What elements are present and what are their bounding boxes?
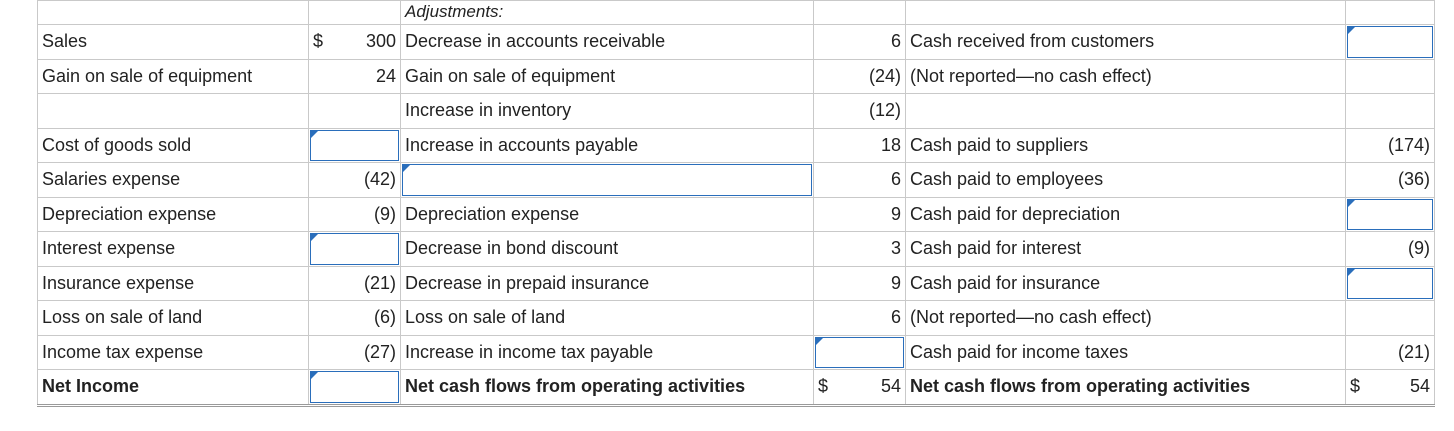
cash-flow-worksheet (37, 0, 1435, 407)
cash-item: Cash paid to employees (906, 163, 1346, 198)
adjustment-amount: 6 (814, 25, 906, 60)
income-item: Cost of goods sold (38, 128, 309, 163)
income-amount: (42) (309, 163, 401, 198)
cash-amount: $ 54 (1346, 370, 1435, 406)
adjustment-item: Increase in inventory (401, 94, 814, 129)
table-row (38, 232, 1435, 267)
cash-amount (1346, 301, 1435, 336)
income-amount: (6) (309, 301, 401, 336)
adjustment-amount: 6 (814, 301, 906, 336)
cash-amount: (21) (1346, 335, 1435, 370)
adjustment-item: Increase in accounts payable (401, 128, 814, 163)
income-item: Insurance expense (38, 266, 309, 301)
cash-amount (1346, 94, 1435, 129)
adjustment-item: Loss on sale of land (401, 301, 814, 336)
income-amount-input[interactable] (309, 128, 401, 163)
cash-item: Cash received from customers (906, 25, 1346, 60)
adjustment-item: Net cash flows from operating activities (401, 370, 814, 406)
total-row (38, 370, 1435, 406)
cash-amount: (174) (1346, 128, 1435, 163)
income-item: Gain on sale of equipment (38, 59, 309, 94)
table-row (38, 335, 1435, 370)
header-row (38, 1, 1435, 25)
answer-input-box[interactable] (310, 233, 399, 265)
cash-amount (1346, 59, 1435, 94)
adjustment-item: Decrease in accounts receivable (401, 25, 814, 60)
income-amount: (21) (309, 266, 401, 301)
net-income-input[interactable] (309, 370, 401, 406)
blank-cell (814, 1, 906, 25)
cash-amount-input[interactable] (1346, 25, 1435, 60)
table-row (38, 94, 1435, 129)
income-item: Interest expense (38, 232, 309, 267)
adjustment-item: Gain on sale of equipment (401, 59, 814, 94)
answer-input-box[interactable] (815, 337, 904, 369)
table-row (38, 266, 1435, 301)
cash-item (906, 94, 1346, 129)
adjustments-header: Adjustments: (401, 1, 814, 25)
cash-item: (Not reported—no cash effect) (906, 59, 1346, 94)
income-item: Loss on sale of land (38, 301, 309, 336)
adjustment-amount: 3 (814, 232, 906, 267)
income-item: Depreciation expense (38, 197, 309, 232)
income-amount (309, 94, 401, 129)
blank-cell (1346, 1, 1435, 25)
answer-input-box[interactable] (1347, 199, 1433, 231)
answer-input-box[interactable] (310, 130, 399, 162)
answer-input-box[interactable] (1347, 268, 1433, 300)
cash-amount-input[interactable] (1346, 197, 1435, 232)
adjustment-amount: 18 (814, 128, 906, 163)
adjustment-amount: 9 (814, 266, 906, 301)
answer-input-box[interactable] (402, 164, 812, 196)
cash-item: Net cash flows from operating activities (906, 370, 1346, 406)
adjustment-item: Decrease in bond discount (401, 232, 814, 267)
income-amount: (27) (309, 335, 401, 370)
cash-item: Cash paid for interest (906, 232, 1346, 267)
adjustment-item: Depreciation expense (401, 197, 814, 232)
table-row (38, 59, 1435, 94)
cash-item: Cash paid for income taxes (906, 335, 1346, 370)
income-item: Income tax expense (38, 335, 309, 370)
blank-cell (906, 1, 1346, 25)
income-item (38, 94, 309, 129)
cash-item: Cash paid for insurance (906, 266, 1346, 301)
cash-item: (Not reported—no cash effect) (906, 301, 1346, 336)
worksheet-table (37, 0, 1435, 407)
income-amount: (9) (309, 197, 401, 232)
income-amount: $ 300 (309, 25, 401, 60)
adjustment-amount: 6 (814, 163, 906, 198)
adjustment-item: Decrease in prepaid insurance (401, 266, 814, 301)
cash-amount: (36) (1346, 163, 1435, 198)
blank-cell (309, 1, 401, 25)
table-row (38, 301, 1435, 336)
cash-item: Cash paid to suppliers (906, 128, 1346, 163)
income-item: Sales (38, 25, 309, 60)
adjustment-item: Increase in income tax payable (401, 335, 814, 370)
table-row (38, 128, 1435, 163)
answer-input-box[interactable] (1347, 26, 1433, 58)
adjustment-amount-input[interactable] (814, 335, 906, 370)
adjustment-amount: $ 54 (814, 370, 906, 406)
blank-cell (38, 1, 309, 25)
adjustment-amount: (24) (814, 59, 906, 94)
income-item: Net Income (38, 370, 309, 406)
adjustment-amount: 9 (814, 197, 906, 232)
cash-amount: (9) (1346, 232, 1435, 267)
adjustment-amount: (12) (814, 94, 906, 129)
income-item: Salaries expense (38, 163, 309, 198)
adjustment-item-input[interactable] (401, 163, 814, 198)
cash-amount-input[interactable] (1346, 266, 1435, 301)
table-row (38, 163, 1435, 198)
income-amount: 24 (309, 59, 401, 94)
table-row (38, 25, 1435, 60)
answer-input-box[interactable] (310, 371, 399, 403)
table-row (38, 197, 1435, 232)
cash-item: Cash paid for depreciation (906, 197, 1346, 232)
income-amount-input[interactable] (309, 232, 401, 267)
